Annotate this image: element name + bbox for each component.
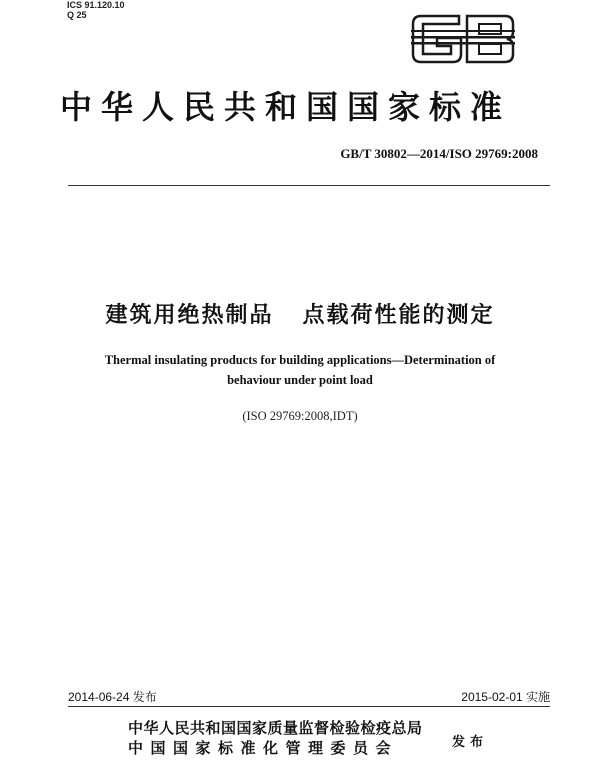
title-en-line-2: behaviour under point load	[227, 373, 373, 387]
issuing-authorities	[128, 718, 423, 758]
gb-logo-icon	[407, 6, 520, 72]
implementation-date: 2015-02-01 实施	[461, 690, 550, 704]
title-en-line-1: Thermal insulating products for building applications—Determination of	[104, 353, 496, 367]
issue-date: 2014-06-24 发布	[68, 690, 157, 704]
issuer-aqsiq: 中华人民共和国国家质量监督检验检疫总局	[128, 719, 423, 737]
header-divider	[68, 185, 550, 186]
footer-divider	[68, 706, 550, 707]
gb-logo	[407, 6, 520, 72]
document-title-en	[70, 350, 530, 390]
standard-number: GB/T 30802—2014/ISO 29769:2008	[340, 146, 538, 161]
standard-type-title: 中华人民共和国国家标准	[60, 88, 512, 126]
ics-code: ICS 91.120.10	[67, 0, 125, 10]
ccs-code: Q 25	[67, 10, 87, 20]
issuer-sac: 中国国家标准化管理委员会	[128, 739, 399, 757]
adoption-note: (ISO 29769:2008,IDT)	[242, 409, 358, 423]
publish-label: 发布	[452, 735, 489, 750]
document-title-zh: 建筑用绝热制品 点载荷性能的测定	[105, 303, 495, 328]
classification-codes	[67, 0, 125, 20]
